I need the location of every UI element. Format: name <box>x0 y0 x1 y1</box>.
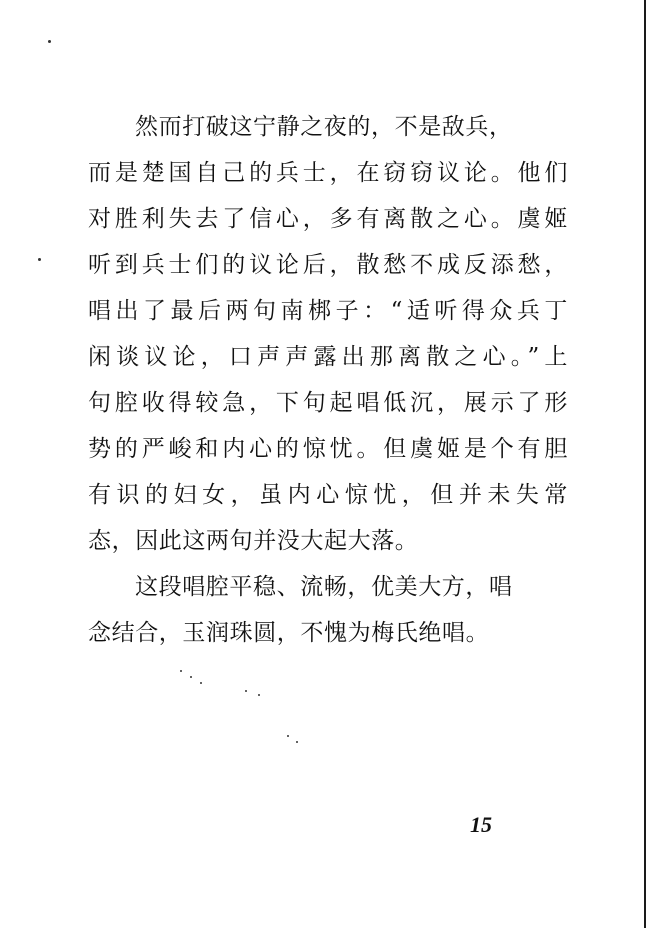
scan-speck <box>296 741 298 743</box>
scan-speck <box>287 735 289 737</box>
page-number: 15 <box>470 812 492 837</box>
page-edge-line <box>644 0 646 928</box>
text-line-5: 唱出了最后两句南梆子：“适听得众兵丁 <box>88 298 568 324</box>
text-line-2: 而是楚国自己的兵士，在窃窃议论。他们 <box>88 160 568 186</box>
text-line-3: 对胜利失去了信心，多有离散之心。虞姬 <box>88 206 568 232</box>
scan-speck <box>48 40 51 43</box>
text-line-6: 闲谈议论，口声声露出那离散之心。”上 <box>88 344 568 370</box>
scan-speck <box>245 690 247 692</box>
text-line-10: 态，因此这两句并没大起大落。 <box>88 528 419 554</box>
scan-speck <box>180 670 182 672</box>
text-line-9: 有识的妇女，虽内心惊忧，但并未失常 <box>88 482 568 508</box>
text-line-1: 然而打破这宁静之夜的，不是敌兵， <box>135 114 513 140</box>
text-line-8: 势的严峻和内心的惊忧。但虞姬是个有胆 <box>88 436 568 462</box>
text-line-12: 念结合，玉润珠圆，不愧为梅氏绝唱。 <box>88 620 490 646</box>
scan-speck <box>190 676 192 678</box>
scan-speck <box>200 682 202 684</box>
text-line-4: 听到兵士们的议论后，散愁不成反添愁， <box>88 252 568 278</box>
text-line-7: 句腔收得较急，下句起唱低沉，展示了形 <box>88 390 568 416</box>
text-line-11: 这段唱腔平稳、流畅，优美大方，唱 <box>135 574 513 600</box>
body-text <box>88 104 568 656</box>
scan-speck <box>258 694 260 696</box>
scan-speck <box>38 258 41 261</box>
